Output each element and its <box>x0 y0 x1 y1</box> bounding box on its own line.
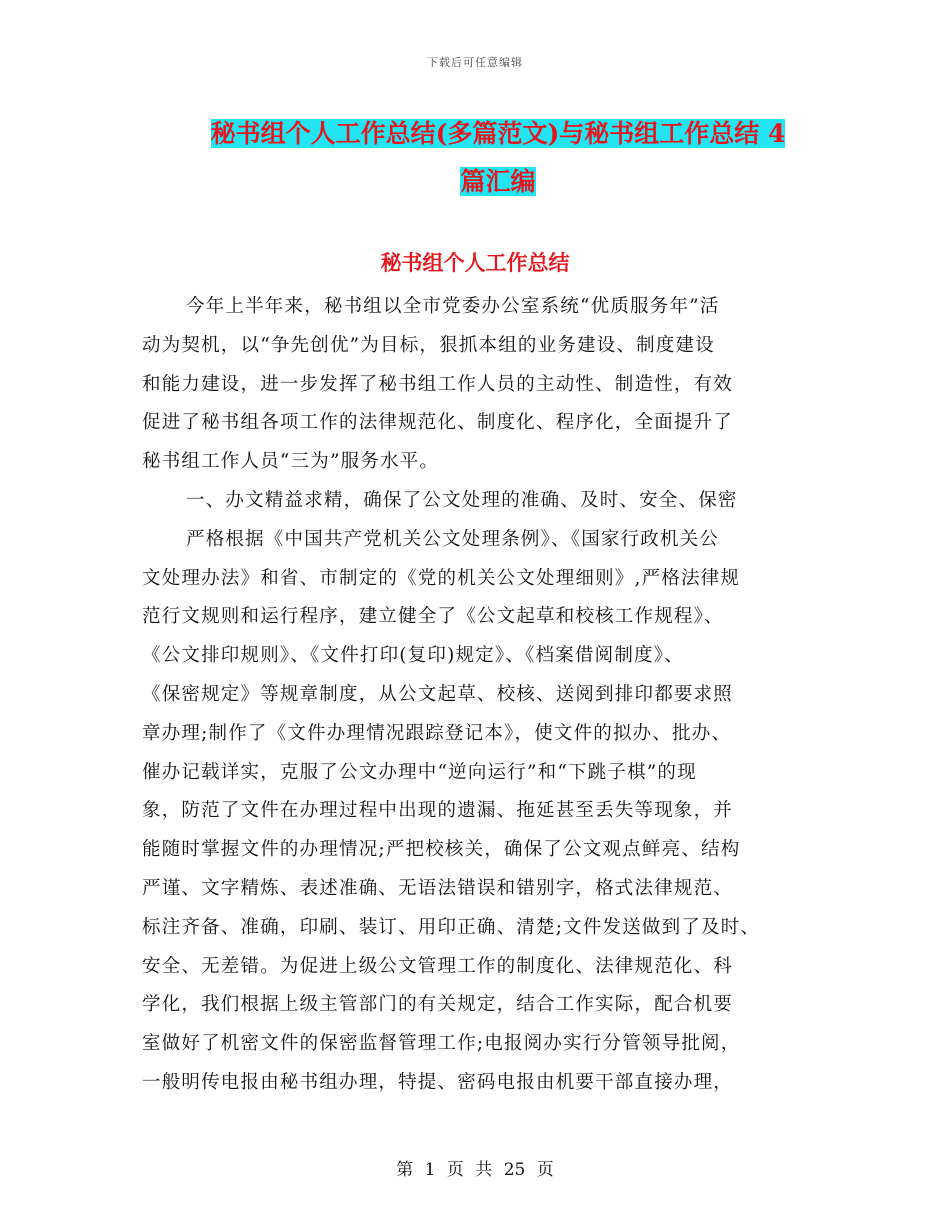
body-line: 秘书组工作人员“三为”服务水平。 <box>142 451 440 473</box>
body-line: 一般明传电报由秘书组办理，特提、密码电报由机要干部直接办理， <box>142 1071 734 1093</box>
body-line: 学化，我们根据上级主管部门的有关规定，结合工作实际，配合机要 <box>142 994 734 1016</box>
body-line: 严谨、文字精炼、表述准确、无语法错误和错别字，格式法律规范、 <box>142 877 734 899</box>
subheading-line: 一、办文精益求精，确保了公文处理的准确、及时、安全、保密 <box>186 489 738 511</box>
document-title-line-1: 秘书组个人工作总结(多篇范文)与秘书组工作总结 4 <box>210 119 786 148</box>
body-line: 今年上半年来，秘书组以全市党委办公室系统“优质服务年”活 <box>186 296 720 317</box>
body-line: 促进了秘书组各项工作的法律规范化、制度化、程序化，全面提升了 <box>142 412 734 434</box>
body-line: 文处理办法》和省、市制定的《党的机关公文处理细则》,严格法律规 <box>142 567 741 589</box>
body-line: 章办理;制作了《文件办理情况跟踪登记本》，使文件的拟办、批办、 <box>142 722 732 744</box>
body-line: 室做好了机密文件的保密监督管理工作;电报阅办实行分管领导批阅， <box>142 1033 741 1055</box>
body-line: 《公文排印规则》、《文件打印(复印)规定》、《档案借阅制度》、 <box>142 645 684 667</box>
body-line: 象，防范了文件在办理过程中出现的遗漏、拖延甚至丢失等现象，并 <box>142 800 734 822</box>
section-title: 秘书组个人工作总结 <box>380 250 570 275</box>
body-line: 范行文规则和运行程序，建立健全了《公文起草和校核工作规程》、 <box>142 606 724 628</box>
body-line: 标注齐备、准确，印刷、装订、用印正确、清楚;文件发送做到了及时、 <box>142 916 761 938</box>
body-line: 能随时掌握文件的办理情况;严把校核关，确保了公文观点鲜亮、结构 <box>142 839 741 861</box>
page-footer: 第 1 页 共 25 页 <box>396 1160 554 1180</box>
document-title-line-2: 篇汇编 <box>460 167 536 196</box>
body-line: 《保密规定》等规章制度，从公文起草、校核、送阅到排印都要求照 <box>142 683 734 705</box>
body-line: 动为契机，以“争先创优”为目标，狠抓本组的业务建设、制度建设 <box>142 334 715 356</box>
body-line: 和能力建设，进一步发挥了秘书组工作人员的主动性、制造性，有效 <box>142 373 734 395</box>
body-text <box>142 288 832 1103</box>
document-title <box>140 110 856 206</box>
header-note: 下载后可任意编辑 <box>427 56 523 69</box>
body-line: 严格根据《中国共产党机关公文处理条例》、《国家行政机关公 <box>186 528 720 550</box>
body-line: 催办记载详实，克服了公文办理中“逆向运行”和“下跳子棋”的现 <box>142 761 697 783</box>
body-line: 安全、无差错。为促进上级公文管理工作的制度化、法律规范化、科 <box>142 955 734 977</box>
